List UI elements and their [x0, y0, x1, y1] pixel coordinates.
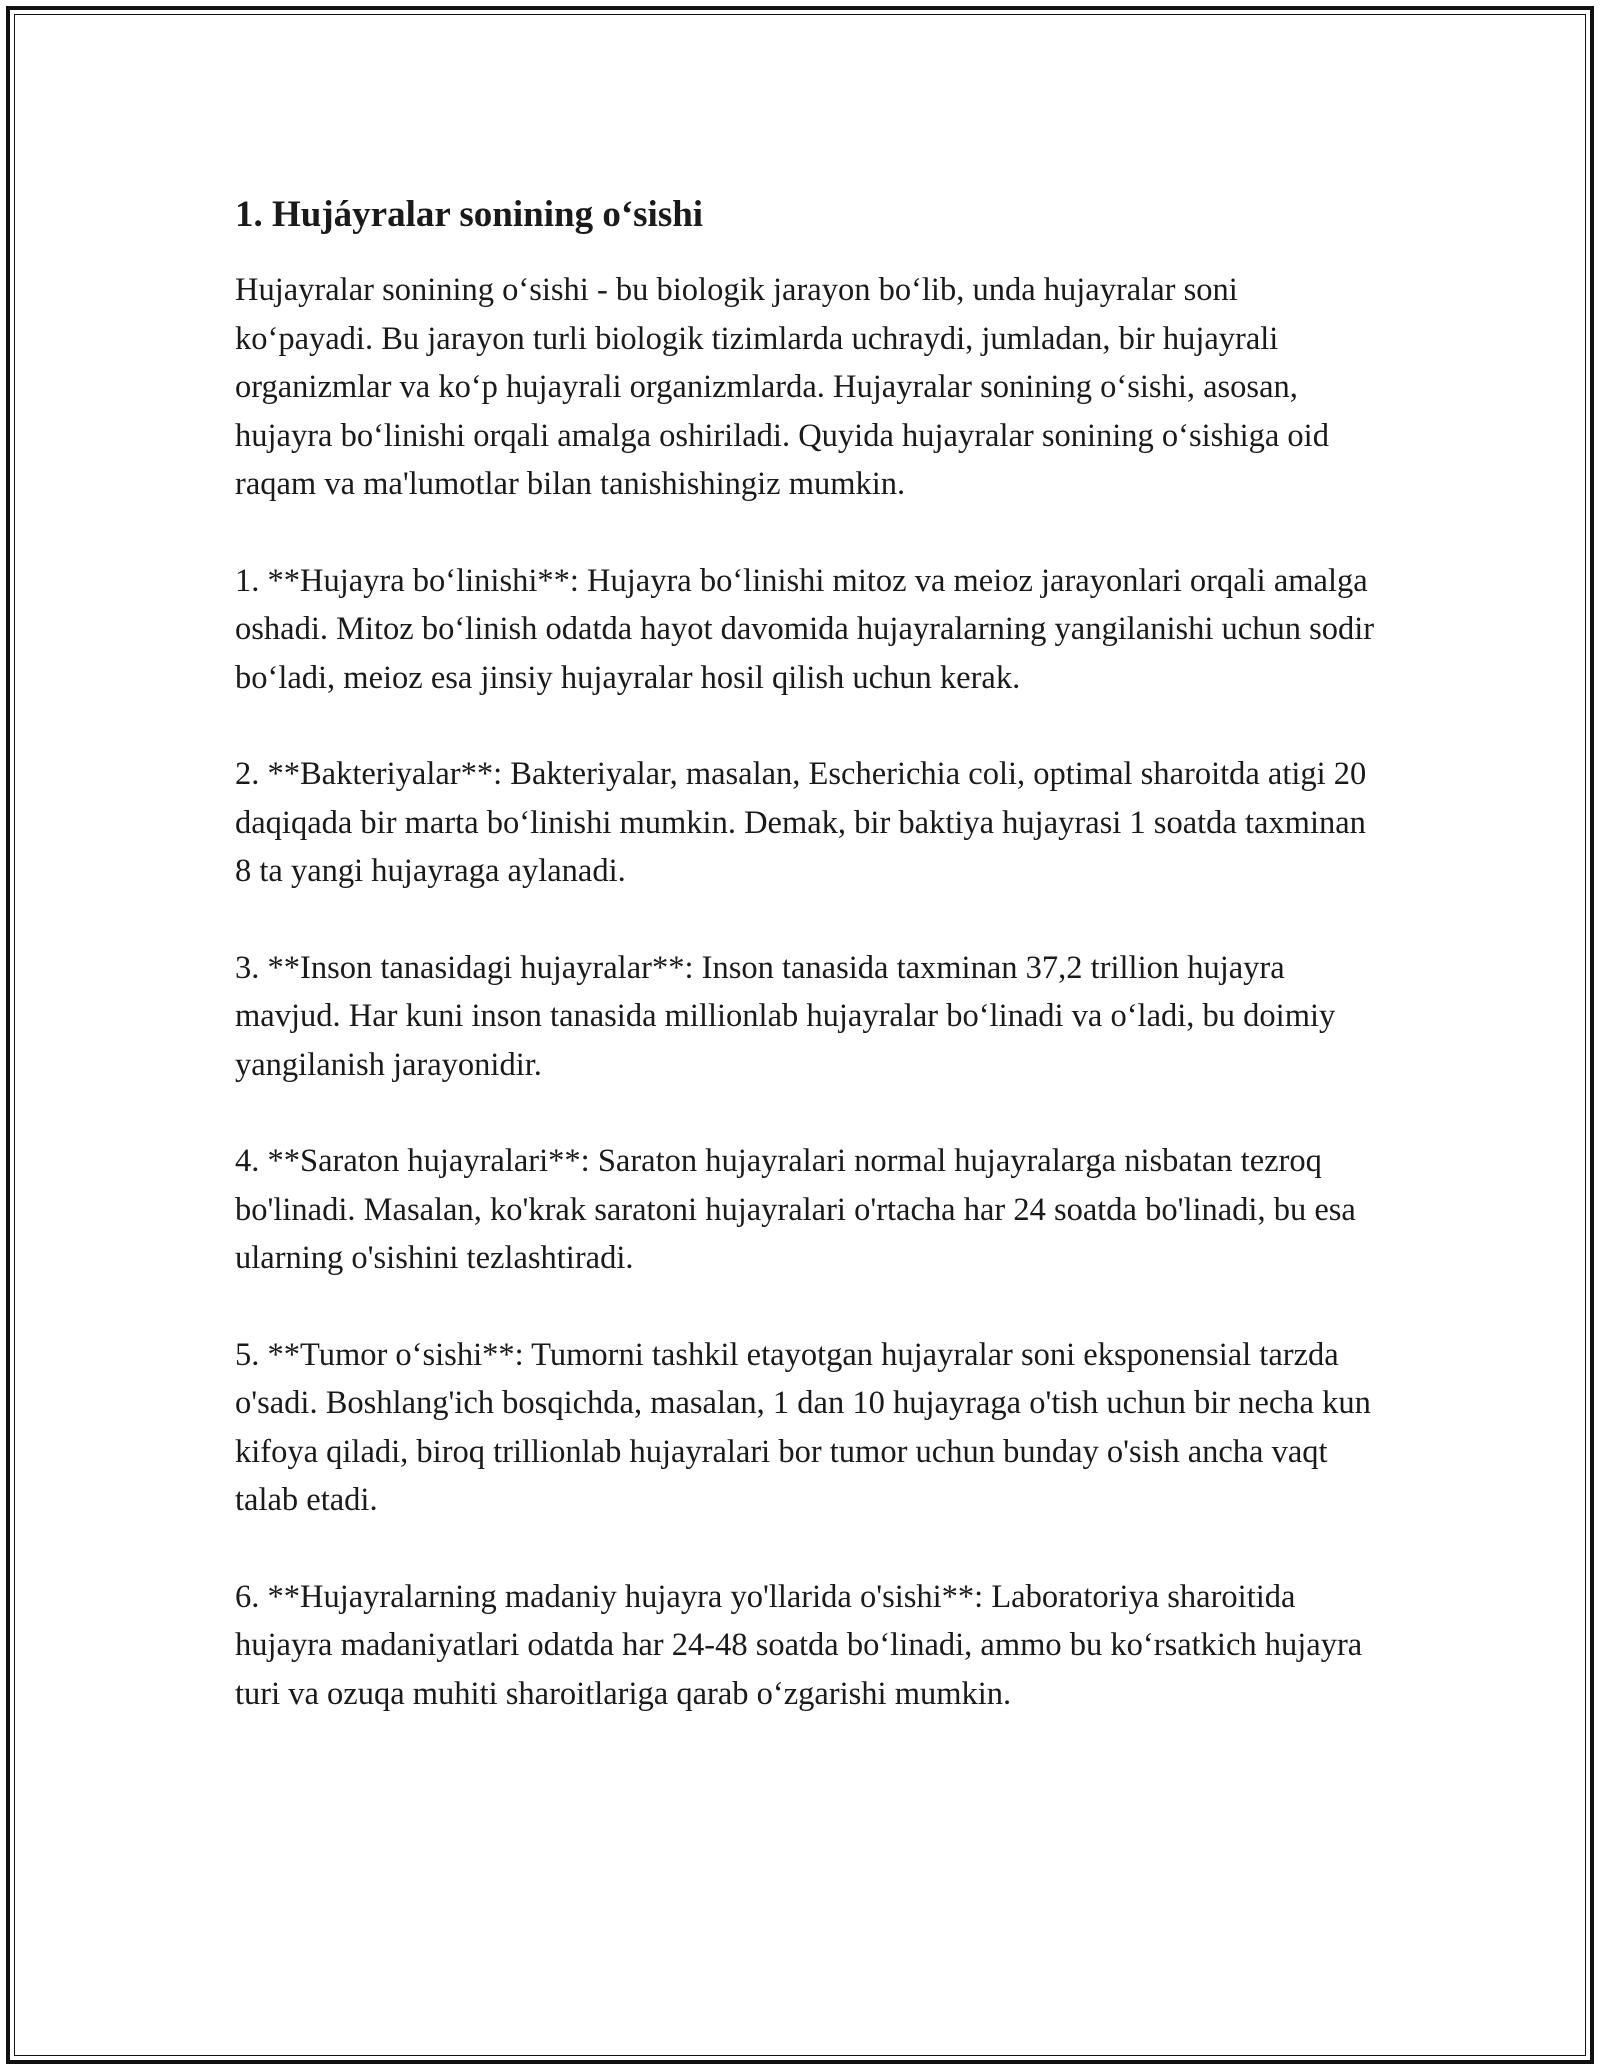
list-item-cell-culture: 6. **Hujayralarning madaniy hujayra yo'llarida o'sishi**: Laboratoriya sharoitida hujayra madaniyatlari odatda har 24-48 soatda bo‘linadi, ammo bu ko‘rsatkich hujayra turi va ozuqa muhiti sharoitlariga qarab o‘zgarishi mumkin. [235, 1578, 1363, 1712]
list-item-cell-division: 1. **Hujayra bo‘linishi**: Hujayra bo‘linishi mitoz va meioz jarayonlari orqali amalga oshadi. Mitoz bo‘linish odatda hayot davomida hujayralarning yangilanishi uchun sodir bo‘ladi, meioz esa jinsiy hujayralar hosil qilish uchun kerak. [235, 562, 1375, 696]
list-item-human-body-cells: 3. **Inson tanasidagi hujayralar**: Inson tanasida taxminan 37,2 trillion hujayra mavjud. Har kuni inson tanasida millionlab hujayralar bo‘linadi va o‘ladi, bu doimiy yangilanish jarayonidir. [235, 949, 1336, 1083]
document-body [235, 190, 1375, 1766]
intro-paragraph: Hujayralar sonining o‘sishi - bu biologik jarayon bo‘lib, unda hujayralar soni ko‘payadi. Bu jarayon turli biologik tizimlarda uchraydi, jumladan, bir hujayrali organizmlar va ko‘p hujayrali organizmlarda. Hujayralar sonining o‘sishi, asosan, hujayra bo‘linishi orqali amalga oshiriladi. Quyida hujayralar sonining o‘sishiga oid raqam va ma'lumotlar bilan tanishishingiz mumkin. [235, 272, 1329, 502]
list-item-cancer-cells: 4. **Saraton hujayralari**: Saraton hujayralari normal hujayralarga nisbatan tezroq bo'linadi. Masalan, ko'krak saratoni hujayralari o'rtacha har 24 soatda bo'linadi, bu esa ularning o'sishini tezlashtiradi. [235, 1143, 1356, 1276]
list-item-tumor-growth: 5. **Tumor o‘sishi**: Tumorni tashkil etayotgan hujayralar soni eksponensial tarzda o'sadi. Boshlang'ich bosqichda, masalan, 1 dan 10 hujayraga o'tish uchun bir necha kun kifoya qiladi, biroq trillionlab hujayralari bor tumor uchun bunday o'sish ancha vaqt talab etadi. [235, 1336, 1371, 1518]
section-heading: 1. Hujáyralar sonining o‘sishi [235, 194, 704, 235]
list-item-bacteria: 2. **Bakteriyalar**: Bakteriyalar, masalan, Escherichia coli, optimal sharoitda atigi 20 daqiqada bir marta bo‘linishi mumkin. Demak, bir baktiya hujayrasi 1 soatda taxminan 8 ta yangi hujayraga aylanadi. [235, 756, 1367, 889]
